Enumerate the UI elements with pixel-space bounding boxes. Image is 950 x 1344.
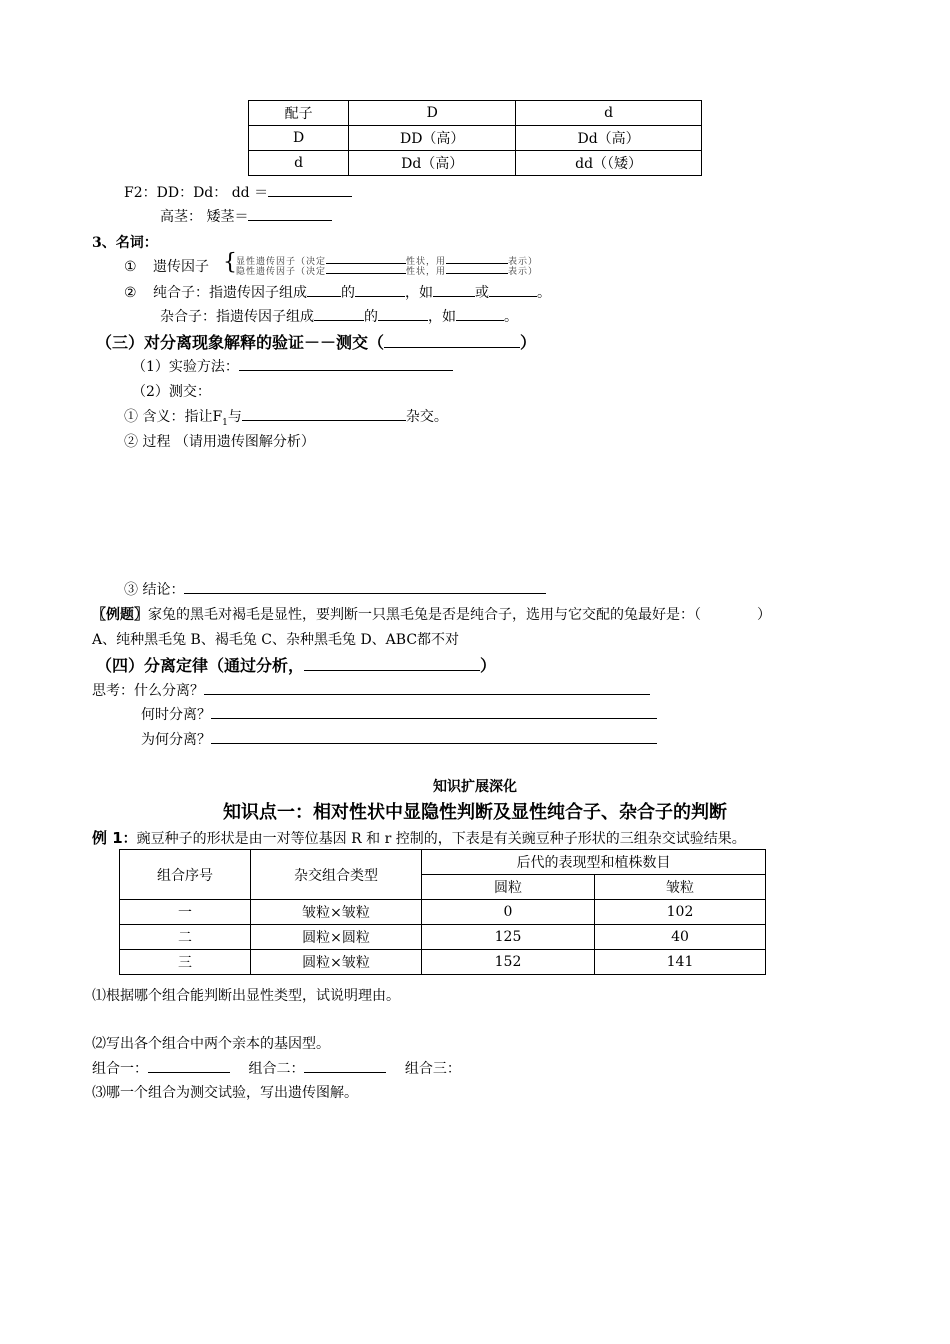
table-row xyxy=(249,126,702,151)
table-cell: DD（高） xyxy=(349,126,516,151)
answer-blank[interactable] xyxy=(211,729,657,744)
trait-label: 性状，用 xyxy=(406,257,447,267)
answer-blank[interactable] xyxy=(314,306,364,321)
method-label: （1）实验方法： xyxy=(132,359,239,375)
answer-blank[interactable] xyxy=(307,282,341,297)
such-as-label: ，如 xyxy=(428,309,456,325)
process-label: ② 过程 （请用遗传图解分析） xyxy=(124,434,315,450)
think-why-line xyxy=(141,729,657,749)
meaning-label: ① 含义：指让F xyxy=(124,409,223,425)
question-3: ⑶哪一个组合为测交试验，写出遗传图解。 xyxy=(92,1085,358,1101)
answer-blank[interactable] xyxy=(326,255,406,264)
table-cell: 三 xyxy=(120,950,251,975)
table-row xyxy=(120,850,766,875)
part-4-title-end: ） xyxy=(480,656,497,675)
f2-phenotype-line xyxy=(160,206,332,226)
example-label: 〖例题〗 xyxy=(92,607,148,623)
term-heterozygote xyxy=(160,306,518,326)
header-cell: 杂交组合类型 xyxy=(251,850,422,900)
example-options: A、纯种黑毛兔 B、褐毛兔 C、杂种黑毛兔 D、ABC都不对 xyxy=(92,632,460,648)
part-3-title-end: ） xyxy=(520,333,537,352)
answer-blank[interactable] xyxy=(446,255,508,264)
extension-heading: 知识扩展深化 xyxy=(433,779,517,795)
f2-phenotype-label: 高茎： 矮茎＝ xyxy=(160,209,249,225)
cross-table xyxy=(119,849,766,975)
answer-blank[interactable] xyxy=(184,579,546,594)
table-cell: 配子 xyxy=(249,101,349,126)
answer-blank[interactable] xyxy=(355,282,405,297)
meaning-end: 杂交。 xyxy=(405,409,448,425)
table-cell: dd（（矮） xyxy=(516,151,702,176)
combo-1-label: 组合一： xyxy=(92,1061,148,1077)
part-4-title-text: （四）分离定律（通过分析， xyxy=(96,656,305,675)
part-4-title xyxy=(96,653,496,676)
table-cell: Dd（高） xyxy=(516,126,702,151)
think-why-label: 为何分离？ xyxy=(141,732,211,748)
extension-subheading: 知识点一：相对性状中显隐性判断及显性纯合子、杂合子的判断 xyxy=(223,802,727,823)
example-close: ） xyxy=(757,607,771,623)
think-what-label: 思考：什么分离？ xyxy=(92,683,204,699)
dominant-label: 显性遗传因子（决定 xyxy=(236,257,327,267)
table-row xyxy=(120,900,766,925)
homozygote-label: 纯合子：指遗传因子组成 xyxy=(153,285,308,301)
table-cell: 40 xyxy=(595,925,766,950)
section-3-title: 3、名词： xyxy=(92,235,158,251)
table-cell: 152 xyxy=(422,950,595,975)
table-cell: d xyxy=(249,151,349,176)
answer-blank[interactable] xyxy=(326,265,406,274)
trait-label: 性状，用 xyxy=(406,267,447,277)
answer-blank[interactable] xyxy=(242,406,406,421)
term-homozygote xyxy=(124,282,551,302)
recessive-label: 隐性遗传因子（决定 xyxy=(236,267,327,277)
genotype-answers xyxy=(92,1058,461,1078)
show-label: 表示） xyxy=(508,257,539,267)
answer-blank[interactable] xyxy=(384,332,520,348)
end-label: 。 xyxy=(504,309,518,325)
f2-genotype-line xyxy=(124,182,352,202)
example-1-label: 例 1 xyxy=(92,829,123,847)
question-1: ⑴根据哪个组合能判断出显性类型，试说明理由。 xyxy=(92,988,400,1004)
example-1-text: 豌豆种子的形状是由一对等位基因 R 和 r 控制的，下表是有关豌豆种子形状的三组杂交试验结果。 xyxy=(136,831,746,847)
answer-blank[interactable] xyxy=(446,265,508,274)
table-cell: 二 xyxy=(120,925,251,950)
brace-icon: { xyxy=(223,250,237,275)
think-when-label: 何时分离？ xyxy=(141,707,211,723)
table-row xyxy=(249,151,702,176)
method-line xyxy=(132,356,453,376)
think-when-line xyxy=(141,704,657,724)
table-cell: d xyxy=(516,101,702,126)
answer-blank[interactable] xyxy=(489,282,537,297)
recessive-factor-line xyxy=(236,265,538,277)
part-3-title-text: （三）对分离现象解释的验证－－测交（ xyxy=(96,333,385,352)
table-cell: 125 xyxy=(422,925,595,950)
show-label: 表示） xyxy=(508,267,539,277)
answer-blank[interactable] xyxy=(148,1058,230,1073)
meaning-mid: 与 xyxy=(227,409,242,425)
table-cell: 141 xyxy=(595,950,766,975)
table-cell: 圆粒×皱粒 xyxy=(251,950,422,975)
f2-genotype-label: F2：DD：Dd： dd ＝ xyxy=(124,185,269,201)
term-label: 遗传因子 xyxy=(153,259,210,275)
table-row xyxy=(120,950,766,975)
answer-blank[interactable] xyxy=(304,655,480,671)
question-2: ⑵写出各个组合中两个亲本的基因型。 xyxy=(92,1036,330,1052)
answer-blank[interactable] xyxy=(268,182,352,197)
think-what-line xyxy=(92,680,650,700)
table-cell: 圆粒×圆粒 xyxy=(251,925,422,950)
example-question xyxy=(92,604,771,624)
header-cell: 圆粒 xyxy=(422,875,595,900)
answer-blank[interactable] xyxy=(239,356,453,371)
table-cell: Dd（高） xyxy=(349,151,516,176)
table-cell: 一 xyxy=(120,900,251,925)
answer-blank[interactable] xyxy=(433,282,475,297)
combo-2-label: 组合二： xyxy=(248,1061,305,1077)
table-cell: D xyxy=(249,126,349,151)
table-cell: D xyxy=(349,101,516,126)
end-label: 。 xyxy=(537,285,552,301)
subscript: 1 xyxy=(222,417,228,428)
table-row xyxy=(120,925,766,950)
header-cell: 皱粒 xyxy=(595,875,766,900)
gamete-table xyxy=(248,100,702,176)
marker-1: ① xyxy=(124,259,137,275)
example-1-line xyxy=(92,827,746,848)
or-label: 或 xyxy=(475,285,490,301)
answer-blank[interactable] xyxy=(204,680,650,695)
such-as-label: ，如 xyxy=(405,285,434,301)
answer-blank[interactable] xyxy=(211,704,657,719)
of-label: 的 xyxy=(341,285,356,301)
header-cell: 组合序号 xyxy=(120,850,251,900)
combo-3-label: 组合三： xyxy=(404,1061,461,1077)
header-cell: 后代的表现型和植株数目 xyxy=(422,850,766,875)
testcross-label: （2）测交： xyxy=(132,384,211,400)
of-label: 的 xyxy=(364,309,378,325)
table-cell: 皱粒×皱粒 xyxy=(251,900,422,925)
conclusion-line xyxy=(124,579,546,599)
term-genetic-factor xyxy=(124,256,209,276)
answer-blank[interactable] xyxy=(378,306,428,321)
marker-2: ② xyxy=(124,285,137,301)
table-row xyxy=(249,101,702,126)
conclusion-label: ③ 结论： xyxy=(124,582,185,598)
heterozygote-label: 杂合子：指遗传因子组成 xyxy=(160,309,314,325)
part-3-title xyxy=(96,330,536,353)
table-cell: 102 xyxy=(595,900,766,925)
table-cell: 0 xyxy=(422,900,595,925)
meaning-line xyxy=(124,406,448,428)
answer-blank[interactable] xyxy=(248,206,332,221)
answer-blank[interactable] xyxy=(456,306,504,321)
example-1-colon: ： xyxy=(122,831,137,847)
answer-blank[interactable] xyxy=(304,1058,386,1073)
example-text: 家兔的黑毛对褐毛是显性，要判断一只黑毛兔是否是纯合子，选用与它交配的兔最好是：（ xyxy=(148,607,701,623)
